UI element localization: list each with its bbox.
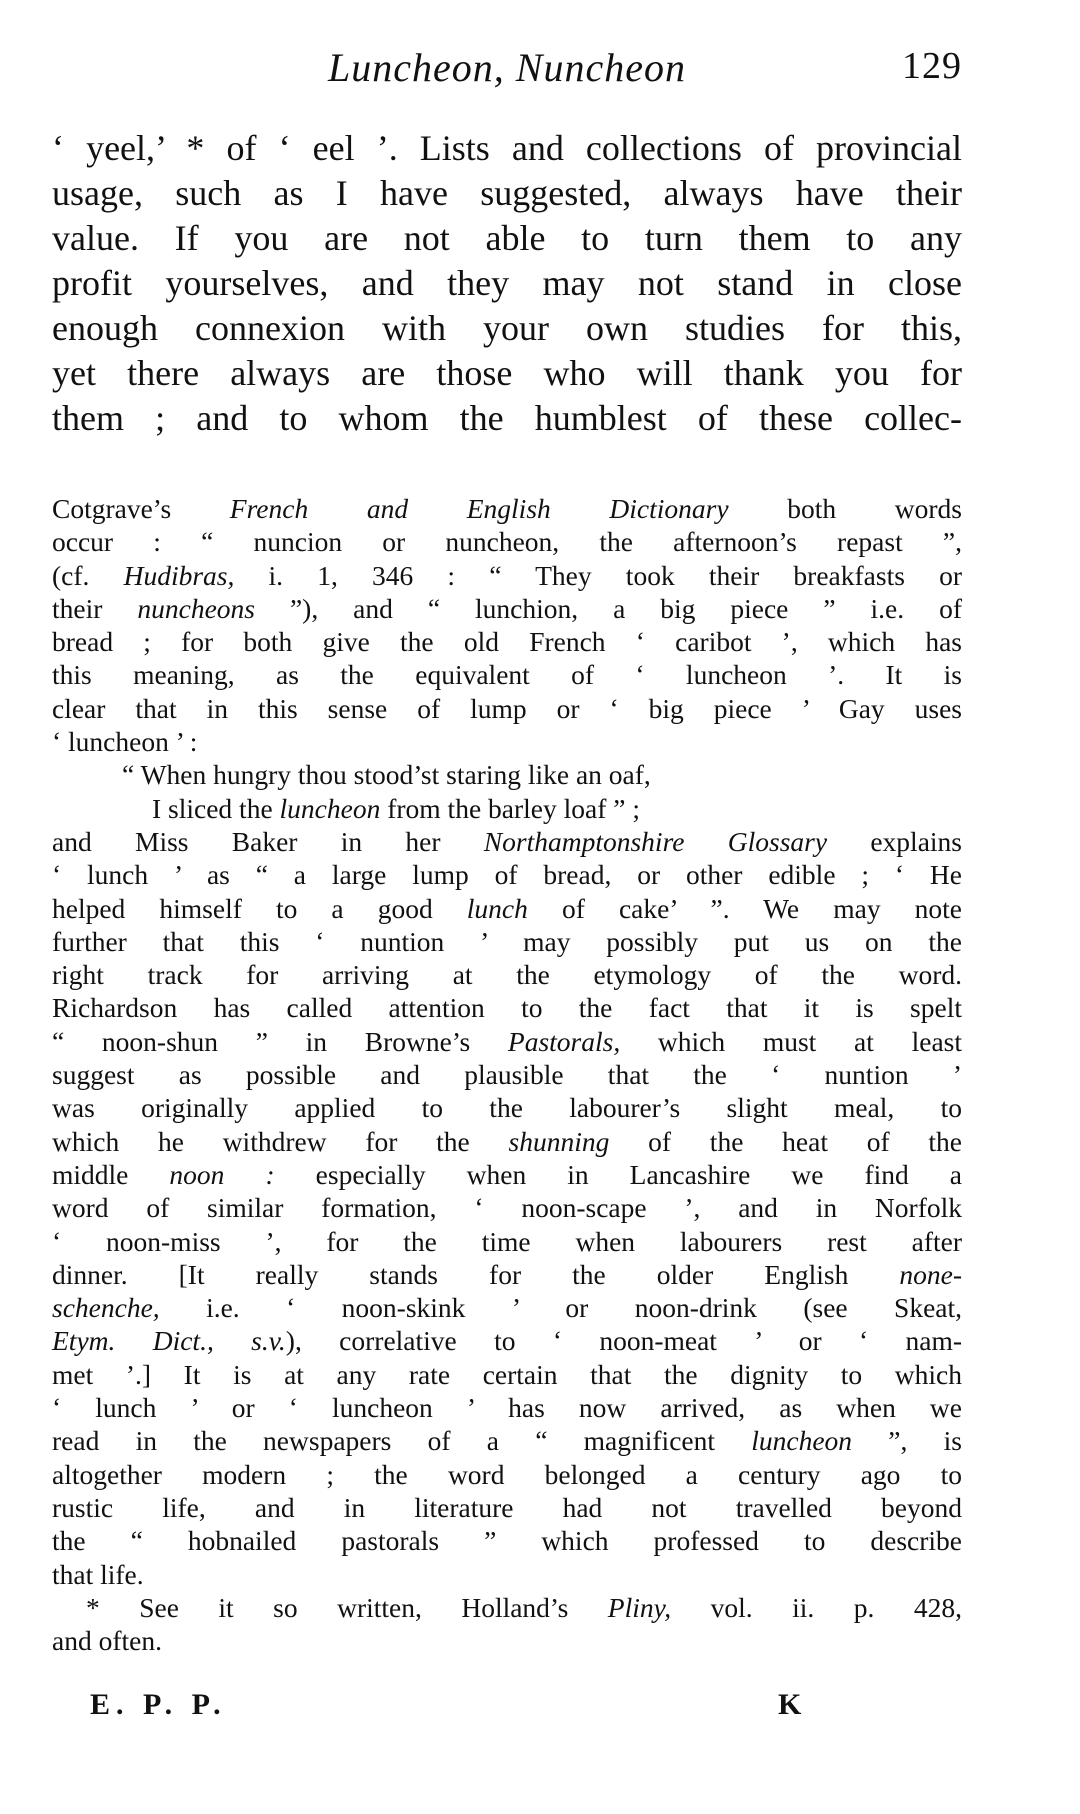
text-run: which must at least [620, 1025, 962, 1057]
footnote-line [52, 1591, 962, 1624]
text-run: especially when in Lancashire we find a [274, 1158, 962, 1190]
note-line [52, 1358, 962, 1391]
italic-run: luncheon [751, 1425, 853, 1457]
text-run: right track for arriving at the etymology of the word. [52, 959, 962, 991]
text-run: rustic life, and in literature had not travelled beyond [52, 1491, 962, 1523]
note-line [52, 991, 962, 1024]
text-run: middle [52, 1158, 170, 1190]
note-line [52, 1458, 962, 1491]
text-line: yet there always are those who will thank you for [52, 353, 962, 393]
text-run: “ When hungry thou stood’st staring like an oaf, [122, 759, 651, 791]
note-line [52, 1258, 962, 1291]
text-run: which he withdrew for the [52, 1125, 509, 1157]
italic-run: Hudibras, [123, 559, 235, 591]
note-line [52, 592, 962, 625]
italic-run: lunch [466, 892, 528, 924]
text-run: further that this ‘ nuntion ’ may possibly put us on the [52, 925, 962, 957]
verse-line [52, 758, 962, 791]
text-line: enough connexion with your own studies for this, [52, 308, 962, 348]
text-run: their [52, 592, 138, 624]
text-run: “ noon-shun ” in Browne’s [52, 1025, 508, 1057]
text-run: Richardson has called attention to the fact that it is spelt [52, 992, 962, 1024]
note-line [52, 1491, 962, 1524]
text-run: word of similar formation, ‘ noon-scape ’, and in Norfolk [52, 1192, 962, 1224]
note-line [52, 559, 962, 592]
running-title: Luncheon, Nuncheon [328, 45, 686, 90]
page-number: 129 [902, 45, 962, 87]
note-line [52, 1225, 962, 1258]
note-line [52, 1058, 962, 1091]
text-run: dinner. [It really stands for the older English [52, 1258, 900, 1290]
italic-run: nuncheons [137, 592, 255, 624]
text-run: helped himself to a good [52, 892, 467, 924]
signature-letter: K [778, 1688, 808, 1721]
verse-line [52, 792, 962, 825]
text-line: ‘ yeel,’ * of ‘ eel ’. Lists and collections of provincial [52, 128, 962, 168]
text-run: from the barley loaf ” ; [380, 792, 640, 824]
note-line [52, 1125, 962, 1158]
signature-line [52, 1688, 962, 1728]
text-line: profit yourselves, and they may not stand in close [52, 263, 962, 303]
text-run: met ’.] It is at any rate certain that the dignity to which [52, 1358, 962, 1390]
italic-run: Etym. Dict., s.v. [52, 1325, 286, 1357]
italic-run: schenche, [52, 1292, 160, 1324]
text-run: ), correlative to ‘ noon-meat ’ or ‘ nam- [285, 1325, 962, 1357]
italic-run: Pastorals, [507, 1025, 621, 1057]
note-line [52, 658, 962, 691]
text-run: read in the newspapers of a “ magnificent [52, 1425, 752, 1457]
note-line [52, 492, 962, 525]
signature-mark: E. P. P. [90, 1688, 227, 1721]
main-paragraph [52, 126, 962, 441]
text-run: the “ hobnailed pastorals ” which professed to describe [52, 1525, 962, 1557]
note-line [52, 958, 962, 991]
note-line [52, 1324, 962, 1357]
note-line [52, 1191, 962, 1224]
text-line: usage, such as I have suggested, always have their [52, 173, 962, 213]
text-run: of the heat of the [609, 1125, 962, 1157]
text-run: ”), and “ lunchion, a big piece ” i.e. of [255, 592, 962, 624]
running-head [52, 44, 962, 94]
text-run: clear that in this sense of lump or ‘ big piece ’ Gay uses [52, 692, 962, 724]
note-line [52, 1424, 962, 1457]
text-run: and often. [52, 1625, 162, 1657]
text-run: Cotgrave’s [52, 493, 230, 524]
note-line [52, 692, 962, 725]
note-line [52, 892, 962, 925]
italic-run: noon : [169, 1158, 275, 1190]
note-line [52, 1291, 962, 1324]
text-run: this meaning, as the equivalent of ‘ luncheon ’. It is [52, 659, 962, 691]
note-line [52, 725, 962, 758]
note-line [52, 525, 962, 558]
note-line [52, 1025, 962, 1058]
text-line: value. If you are not able to turn them to any [52, 218, 962, 258]
text-run: ‘ lunch ’ as “ a large lump of bread, or other edible ; ‘ He [52, 859, 962, 891]
text-run: suggest as possible and plausible that the ‘ nuntion ’ [52, 1059, 962, 1091]
italic-run: Northamptonshire Glossary [483, 825, 828, 857]
note-line [52, 825, 962, 858]
text-run: of cake’ ”. We may note [527, 892, 962, 924]
text-run: vol. ii. p. 428, [671, 1591, 962, 1623]
note-line [52, 858, 962, 891]
note-line [52, 925, 962, 958]
text-run: occur : “ nuncion or nuncheon, the afternoon’s repast ”, [52, 526, 962, 558]
italic-run: Pliny, [607, 1591, 672, 1623]
text-run: both words [728, 493, 962, 524]
note-line [52, 1624, 962, 1657]
italic-run: none- [899, 1258, 962, 1290]
text-run: (cf. [52, 559, 124, 591]
text-run: i.e. ‘ noon-skink ’ or noon-drink (see Skeat, [159, 1292, 962, 1324]
text-run: ‘ lunch ’ or ‘ luncheon ’ has now arrived, as when we [52, 1392, 962, 1424]
text-run: explains [827, 825, 962, 857]
text-run: ”, is [852, 1425, 962, 1457]
note-paragraph [52, 492, 962, 1657]
italic-run: luncheon [279, 792, 381, 824]
text-run: * See it so written, Holland’s [86, 1591, 608, 1623]
text-run: altogether modern ; the word belonged a century ago to [52, 1458, 962, 1490]
text-run: that life. [52, 1558, 144, 1590]
note-line [52, 625, 962, 658]
text-run: bread ; for both give the old French ‘ caribot ’, which has [52, 626, 962, 658]
note-line [52, 1158, 962, 1191]
text-run: ‘ noon-miss ’, for the time when labourers rest after [52, 1225, 962, 1257]
text-line: them ; and to whom the humblest of these collec- [52, 398, 962, 438]
text-run: i. 1, 346 : “ They took their breakfasts or [234, 559, 962, 591]
note-line [52, 1091, 962, 1124]
note-line [52, 1524, 962, 1557]
italic-run: shunning [508, 1125, 610, 1157]
note-line [52, 1558, 962, 1591]
text-run: I sliced the [152, 792, 280, 824]
note-line [52, 1391, 962, 1424]
italic-run: French and English Dictionary [229, 493, 729, 524]
text-run: and Miss Baker in her [52, 825, 484, 857]
text-run: ‘ luncheon ’ : [52, 726, 198, 758]
text-run: was originally applied to the labourer’s slight meal, to [52, 1092, 962, 1124]
